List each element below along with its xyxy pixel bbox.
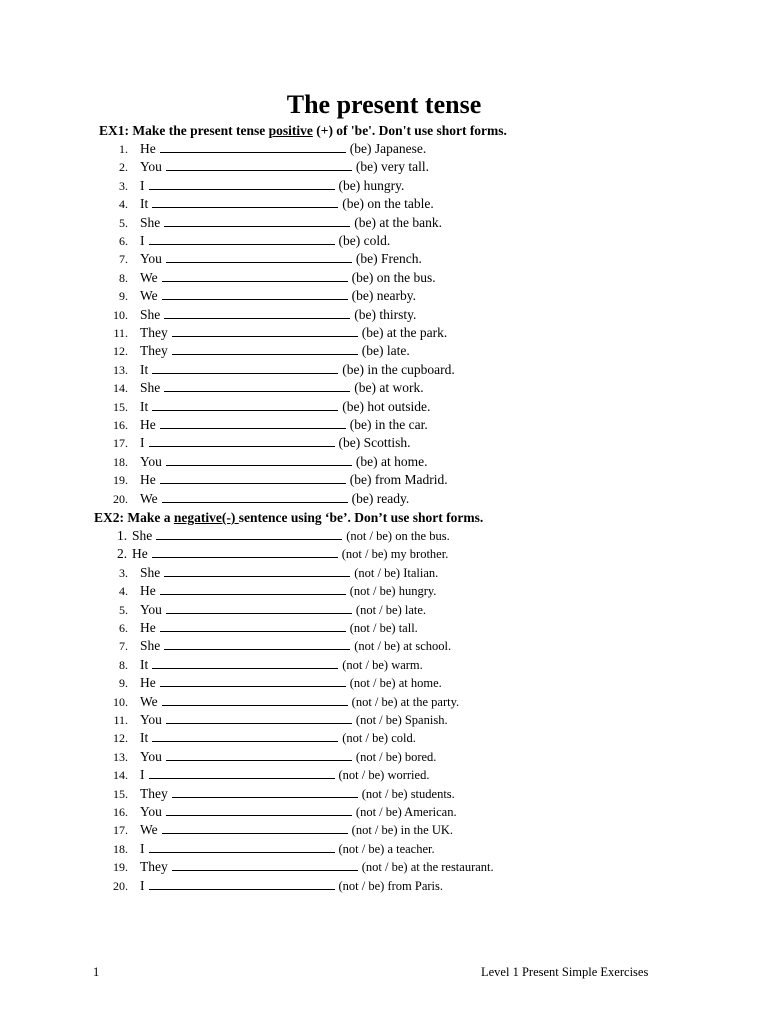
item-subject: They bbox=[140, 785, 168, 801]
item-subject: They bbox=[140, 325, 168, 340]
item-subject: You bbox=[140, 804, 162, 819]
ex1-item bbox=[0, 434, 768, 452]
item-hint: (not / be) in the UK. bbox=[351, 823, 454, 838]
item-number: 8. bbox=[119, 270, 128, 285]
answer-blank[interactable] bbox=[149, 177, 335, 190]
answer-blank[interactable] bbox=[164, 564, 350, 577]
item-number: 1. bbox=[119, 142, 128, 156]
item-subject: I bbox=[140, 435, 145, 451]
item-hint: (not / be) cold. bbox=[342, 731, 416, 746]
item-body bbox=[140, 158, 429, 176]
item-subject: We bbox=[140, 288, 158, 304]
item-body bbox=[140, 840, 435, 858]
ex1-item bbox=[0, 416, 768, 434]
footer-title: Level 1 Present Simple Exercises bbox=[481, 965, 649, 979]
item-body bbox=[140, 214, 442, 232]
item-number: 17. bbox=[113, 823, 128, 838]
ex1-item bbox=[0, 250, 768, 268]
item-hint: (not / be) late. bbox=[355, 602, 427, 617]
item-number: 18. bbox=[113, 454, 128, 469]
ex1-item bbox=[0, 140, 768, 158]
item-body bbox=[140, 177, 404, 195]
answer-blank[interactable] bbox=[166, 453, 352, 466]
item-hint: (not / be) from Paris. bbox=[338, 878, 443, 893]
ex2-item bbox=[0, 803, 768, 821]
ex2-item bbox=[0, 858, 768, 876]
item-number: 7. bbox=[119, 639, 128, 654]
answer-blank[interactable] bbox=[172, 324, 358, 337]
item-hint: (not / be) at the restaurant. bbox=[361, 860, 494, 875]
item-body bbox=[140, 324, 447, 342]
item-body bbox=[140, 766, 429, 784]
item-body bbox=[140, 232, 390, 250]
answer-blank[interactable] bbox=[152, 398, 338, 411]
answer-blank[interactable] bbox=[160, 582, 346, 595]
item-hint: (not / be) at home. bbox=[349, 676, 442, 691]
item-body bbox=[140, 711, 448, 729]
answer-blank[interactable] bbox=[152, 195, 338, 208]
item-number: 15. bbox=[113, 786, 128, 801]
ex2-item bbox=[0, 729, 768, 747]
ex2-heading-keyword: negative(-) bbox=[173, 510, 239, 525]
ex2-item bbox=[0, 527, 768, 545]
item-hint: (not / be) at the party. bbox=[351, 694, 460, 709]
item-hint: (be) in the car. bbox=[349, 417, 428, 432]
item-body bbox=[140, 564, 438, 582]
item-subject: She bbox=[140, 214, 161, 230]
item-body bbox=[140, 803, 457, 821]
answer-blank[interactable] bbox=[172, 785, 358, 798]
item-number: 17. bbox=[113, 436, 128, 451]
ex2-item bbox=[0, 877, 768, 895]
item-number: 11. bbox=[113, 713, 128, 727]
item-body bbox=[140, 637, 451, 655]
ex1-heading bbox=[99, 122, 507, 140]
item-body bbox=[140, 858, 494, 876]
ex2-heading-text: sentence using ‘be’. Don’t use short forms. bbox=[238, 510, 484, 525]
ex1-heading-text: (+) of 'be'. Don't use short forms. bbox=[312, 123, 507, 138]
item-hint: (be) at work. bbox=[354, 380, 424, 396]
item-hint: (be) very tall. bbox=[355, 159, 429, 175]
item-hint: (not / be) students. bbox=[361, 786, 455, 801]
ex1-item bbox=[0, 398, 768, 416]
ex2-item bbox=[0, 674, 768, 692]
item-number: 14. bbox=[113, 768, 128, 783]
item-hint: (not / be) on the bus. bbox=[346, 529, 450, 543]
item-subject: I bbox=[140, 840, 145, 856]
item-body bbox=[140, 471, 448, 489]
item-hint: (not / be) worried. bbox=[338, 768, 430, 783]
ex2-item bbox=[0, 564, 768, 582]
answer-blank[interactable] bbox=[149, 840, 335, 853]
answer-blank[interactable] bbox=[164, 637, 350, 650]
ex2-item bbox=[0, 545, 768, 563]
item-hint: (be) Japanese. bbox=[349, 141, 427, 156]
item-hint: (be) French. bbox=[355, 251, 422, 267]
ex2-item bbox=[0, 693, 768, 711]
ex1-item bbox=[0, 232, 768, 250]
ex2-item bbox=[0, 656, 768, 674]
item-body bbox=[140, 748, 436, 766]
item-subject: I bbox=[140, 233, 145, 248]
item-hint: (be) ready. bbox=[351, 490, 410, 506]
answer-blank[interactable] bbox=[166, 158, 352, 171]
answer-blank[interactable] bbox=[164, 379, 350, 392]
item-body bbox=[140, 250, 422, 268]
ex2-item bbox=[0, 748, 768, 766]
item-number: 12. bbox=[113, 731, 128, 746]
ex2-item bbox=[0, 785, 768, 803]
item-subject: You bbox=[140, 159, 162, 175]
item-number: 12. bbox=[113, 344, 128, 359]
item-number: 20. bbox=[113, 878, 128, 893]
answer-blank[interactable] bbox=[172, 858, 358, 871]
answer-blank[interactable] bbox=[160, 471, 346, 484]
item-body bbox=[140, 306, 416, 324]
item-subject: You bbox=[140, 712, 162, 727]
item-hint: (not / be) a teacher. bbox=[338, 841, 435, 856]
item-number: 19. bbox=[113, 860, 128, 875]
ex2-item bbox=[0, 637, 768, 655]
item-number: 16. bbox=[113, 805, 128, 819]
item-number: 2. bbox=[117, 546, 128, 562]
item-hint: (not / be) at school. bbox=[354, 639, 452, 654]
answer-blank[interactable] bbox=[172, 342, 358, 355]
ex1-item bbox=[0, 379, 768, 397]
item-number: 13. bbox=[113, 749, 128, 764]
item-hint: (not / be) hungry. bbox=[349, 584, 437, 599]
answer-blank[interactable] bbox=[166, 748, 352, 761]
item-number: 9. bbox=[119, 676, 128, 691]
item-body bbox=[140, 361, 455, 379]
answer-blank[interactable] bbox=[152, 545, 338, 558]
item-number: 6. bbox=[119, 621, 128, 635]
item-hint: (be) hot outside. bbox=[342, 398, 431, 414]
ex1-heading-text: EX1: Make the present tense bbox=[99, 123, 269, 138]
item-body bbox=[140, 379, 424, 397]
item-body bbox=[140, 601, 426, 619]
item-subject: It bbox=[140, 398, 149, 414]
item-hint: (be) in the cupboard. bbox=[342, 361, 455, 377]
page-title: The present tense bbox=[286, 90, 482, 119]
item-subject: You bbox=[140, 601, 162, 617]
ex2-heading bbox=[94, 509, 483, 527]
item-subject: It bbox=[140, 656, 149, 672]
item-subject: You bbox=[140, 748, 162, 764]
item-subject: He bbox=[140, 417, 156, 432]
answer-blank[interactable] bbox=[166, 711, 352, 724]
item-body bbox=[140, 656, 423, 674]
answer-blank[interactable] bbox=[160, 140, 346, 153]
item-body bbox=[132, 545, 448, 563]
item-number: 7. bbox=[119, 252, 128, 267]
item-body bbox=[140, 416, 428, 434]
item-subject: I bbox=[140, 177, 145, 193]
item-number: 10. bbox=[113, 307, 128, 322]
ex2-item bbox=[0, 821, 768, 839]
answer-blank[interactable] bbox=[160, 416, 346, 429]
item-number: 5. bbox=[119, 215, 128, 230]
item-body bbox=[140, 287, 416, 305]
item-number: 20. bbox=[113, 491, 128, 506]
item-hint: (be) on the bus. bbox=[351, 269, 436, 285]
item-hint: (not / be) American. bbox=[355, 805, 457, 819]
item-subject: She bbox=[140, 380, 161, 396]
answer-blank[interactable] bbox=[152, 729, 338, 742]
item-body bbox=[132, 527, 450, 545]
item-hint: (be) late. bbox=[361, 343, 410, 359]
item-subject: They bbox=[140, 859, 168, 875]
item-number: 3. bbox=[119, 565, 128, 580]
ex2-item bbox=[0, 619, 768, 637]
item-body bbox=[140, 342, 410, 360]
answer-blank[interactable] bbox=[149, 877, 335, 890]
ex1-item bbox=[0, 269, 768, 287]
item-subject: I bbox=[140, 767, 145, 783]
item-hint: (be) hungry. bbox=[338, 177, 405, 193]
item-hint: (be) from Madrid. bbox=[349, 472, 448, 488]
item-number: 5. bbox=[119, 602, 128, 617]
ex2-item bbox=[0, 711, 768, 729]
answer-blank[interactable] bbox=[149, 434, 335, 447]
item-number: 16. bbox=[113, 418, 128, 432]
item-subject: It bbox=[140, 361, 149, 377]
item-body bbox=[140, 877, 443, 895]
answer-blank[interactable] bbox=[162, 269, 348, 282]
ex1-item bbox=[0, 471, 768, 489]
answer-blank[interactable] bbox=[152, 361, 338, 374]
item-hint: (be) thirsty. bbox=[354, 306, 417, 322]
item-subject: We bbox=[140, 822, 158, 838]
item-body bbox=[140, 785, 455, 803]
ex1-item bbox=[0, 490, 768, 508]
item-hint: (be) Scottish. bbox=[338, 435, 411, 451]
answer-blank[interactable] bbox=[162, 287, 348, 300]
answer-blank[interactable] bbox=[162, 821, 348, 834]
item-number: 13. bbox=[113, 362, 128, 377]
item-hint: (not / be) tall. bbox=[349, 621, 418, 635]
item-subject: You bbox=[140, 453, 162, 469]
item-hint: (be) cold. bbox=[338, 233, 391, 248]
item-subject: It bbox=[140, 196, 149, 212]
item-body bbox=[140, 582, 436, 600]
item-hint: (not / be) my brother. bbox=[341, 547, 449, 562]
item-subject: He bbox=[132, 546, 148, 562]
answer-blank[interactable] bbox=[162, 490, 348, 503]
answer-blank[interactable] bbox=[152, 656, 338, 669]
answer-blank[interactable] bbox=[166, 250, 352, 263]
item-number: 9. bbox=[119, 289, 128, 304]
item-number: 3. bbox=[119, 178, 128, 193]
ex2-item bbox=[0, 601, 768, 619]
item-hint: (be) nearby. bbox=[351, 288, 416, 304]
item-hint: (not / be) bored. bbox=[355, 749, 437, 764]
item-subject: You bbox=[140, 251, 162, 267]
item-hint: (not / be) warm. bbox=[342, 657, 423, 672]
item-number: 11. bbox=[113, 326, 128, 340]
answer-blank[interactable] bbox=[164, 214, 350, 227]
footer-page-number: 1 bbox=[93, 965, 100, 979]
item-body bbox=[140, 269, 436, 287]
answer-blank[interactable] bbox=[160, 674, 346, 687]
item-subject: He bbox=[140, 620, 156, 635]
item-body bbox=[140, 434, 411, 452]
item-subject: He bbox=[140, 472, 156, 488]
ex1-item bbox=[0, 342, 768, 360]
item-subject: She bbox=[132, 528, 153, 543]
item-hint: (not / be) Italian. bbox=[354, 565, 439, 580]
item-number: 18. bbox=[113, 841, 128, 856]
item-number: 19. bbox=[113, 473, 128, 488]
item-subject: We bbox=[140, 269, 158, 285]
item-body bbox=[140, 674, 442, 692]
item-number: 14. bbox=[113, 381, 128, 396]
ex2-heading-text: EX2: Make a bbox=[94, 510, 174, 525]
item-subject: He bbox=[140, 141, 156, 156]
answer-blank[interactable] bbox=[166, 601, 352, 614]
item-body bbox=[140, 619, 418, 637]
ex1-item bbox=[0, 177, 768, 195]
ex2-item bbox=[0, 582, 768, 600]
item-number: 15. bbox=[113, 399, 128, 414]
item-subject: I bbox=[140, 877, 145, 893]
item-subject: It bbox=[140, 730, 149, 746]
answer-blank[interactable] bbox=[149, 232, 335, 245]
item-subject: They bbox=[140, 343, 168, 359]
item-body bbox=[140, 821, 453, 839]
item-body bbox=[140, 693, 459, 711]
item-hint: (be) at the bank. bbox=[354, 214, 442, 230]
item-number: 1. bbox=[117, 528, 128, 543]
item-number: 4. bbox=[119, 197, 128, 212]
ex1-item bbox=[0, 324, 768, 342]
answer-blank[interactable] bbox=[162, 693, 348, 706]
item-subject: He bbox=[140, 675, 156, 691]
item-body bbox=[140, 140, 426, 158]
item-number: 4. bbox=[119, 584, 128, 599]
ex2-item bbox=[0, 766, 768, 784]
item-subject: We bbox=[140, 490, 158, 506]
item-body bbox=[140, 490, 409, 508]
item-subject: He bbox=[140, 583, 156, 599]
item-subject: She bbox=[140, 306, 161, 322]
item-hint: (be) at home. bbox=[355, 453, 428, 469]
answer-blank[interactable] bbox=[149, 766, 335, 779]
item-number: 10. bbox=[113, 694, 128, 709]
answer-blank[interactable] bbox=[164, 306, 350, 319]
answer-blank[interactable] bbox=[166, 803, 352, 816]
answer-blank[interactable] bbox=[160, 619, 346, 632]
item-subject: She bbox=[140, 638, 161, 654]
ex1-item bbox=[0, 361, 768, 379]
ex1-heading-keyword: positive bbox=[268, 123, 313, 138]
item-body bbox=[140, 195, 434, 213]
ex2-item bbox=[0, 840, 768, 858]
item-number: 2. bbox=[119, 160, 128, 175]
ex1-item bbox=[0, 306, 768, 324]
item-body bbox=[140, 398, 430, 416]
item-subject: She bbox=[140, 564, 161, 580]
ex1-item bbox=[0, 195, 768, 213]
item-hint: (not / be) Spanish. bbox=[355, 713, 448, 727]
ex1-item bbox=[0, 214, 768, 232]
item-hint: (be) at the park. bbox=[361, 325, 448, 340]
item-body bbox=[140, 453, 428, 471]
item-subject: We bbox=[140, 693, 158, 709]
item-body bbox=[140, 729, 416, 747]
ex1-item bbox=[0, 287, 768, 305]
item-number: 8. bbox=[119, 657, 128, 672]
answer-blank[interactable] bbox=[156, 527, 342, 540]
ex1-item bbox=[0, 158, 768, 176]
ex1-item bbox=[0, 453, 768, 471]
item-hint: (be) on the table. bbox=[342, 196, 434, 212]
item-number: 6. bbox=[119, 234, 128, 248]
